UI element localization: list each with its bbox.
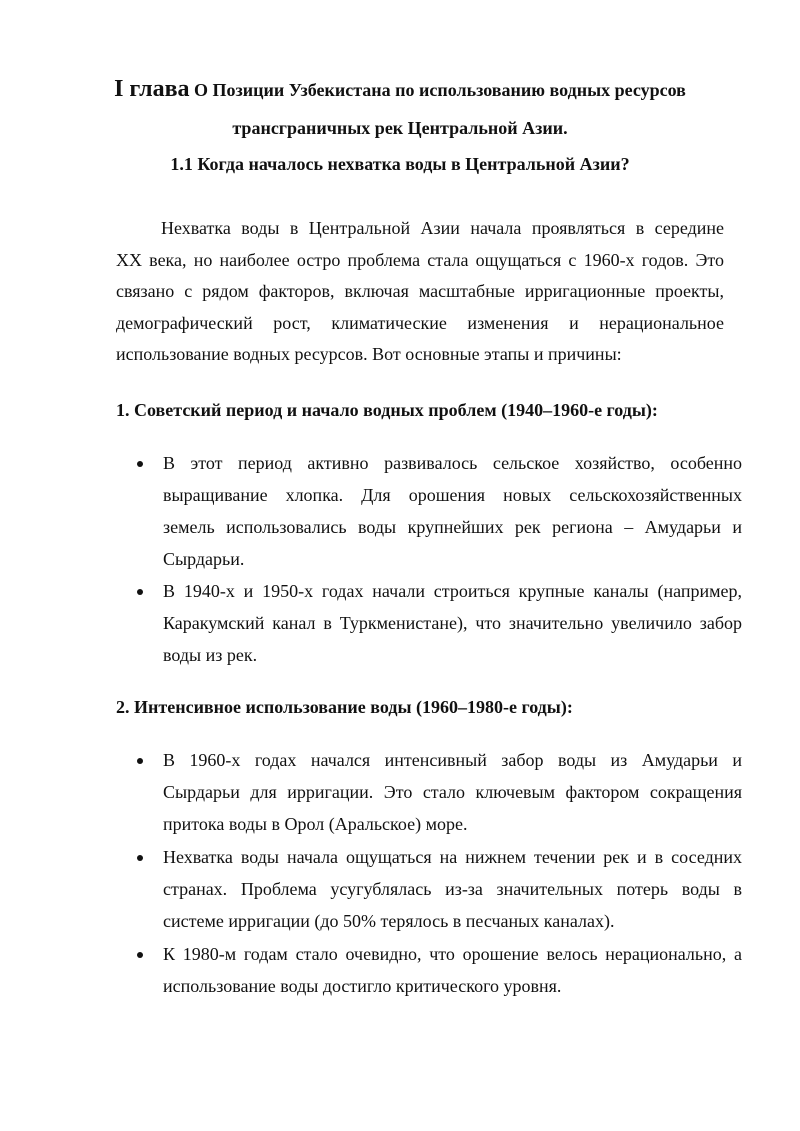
list-item-line: В 1940-х и 1950-х годах начали строиться крупные каналы (например, [163, 581, 742, 601]
list-item-line: Нехватка воды начала ощущаться на нижнем течении рек и в соседних [163, 847, 742, 867]
intro-line: XX века, но наиболее остро проблема стала ощущаться с 1960-х годов. Это [116, 249, 724, 270]
list-item-line: Сырдарьи для ирригации. Это стало ключевым фактором сокращения [163, 782, 742, 802]
list-item-line: воды из рек. [163, 645, 258, 665]
chapter-title-line2: трансграничных рек Центральной Азии. [232, 118, 568, 138]
list-item-line: В этот период активно развивалось сельское хозяйство, особенно [163, 453, 742, 473]
list-item [163, 744, 742, 840]
list-item-line: выращивание хлопка. Для орошения новых сельскохозяйственных [163, 485, 742, 505]
list-item [163, 447, 742, 575]
bullet-dot-icon [137, 589, 143, 595]
intro-paragraph [116, 213, 724, 371]
section-subtitle: 1.1 Когда началось нехватка воды в Центральной Азии? [170, 154, 630, 174]
list-item-line: странах. Проблема усугублялась из-за значительных потерь воды в [163, 879, 742, 899]
chapter-title-line1: О Позиции Узбекистана по использованию водных ресурсов [194, 80, 686, 100]
list-item-line: использование воды достигло критического уровня. [163, 976, 562, 996]
list-item-line: Сырдарьи. [163, 549, 245, 569]
list-item-line: Каракумский канал в Туркменистане), что значительно увеличило забор [163, 613, 742, 633]
list-item [163, 575, 742, 671]
bullet-dot-icon [137, 758, 143, 764]
list-item-line: притока воды в Орол (Аральское) море. [163, 814, 468, 834]
list-item-line: системе ирригации (до 50% терялось в песчаных каналах). [163, 911, 615, 931]
bullet-dot-icon [137, 855, 143, 861]
intro-line: связано с рядом факторов, включая масштабные ирригационные проекты, [116, 281, 724, 302]
intro-line: демографический рост, климатические изменения и нерациональное [116, 312, 724, 333]
bullet-dot-icon [137, 952, 143, 958]
section2-heading: 2. Интенсивное использование воды (1960–1980-е годы): [116, 697, 573, 717]
intro-line: Нехватка воды в Центральной Азии начала проявляться в середине [161, 218, 724, 238]
section1-heading: 1. Советский период и начало водных проблем (1940–1960-е годы): [116, 400, 658, 420]
list-item-line: земель использовались воды крупнейших рек региона – Амударьи и [163, 517, 742, 537]
chapter-title [0, 76, 800, 103]
intro-line: использование водных ресурсов. Вот основные этапы и причины: [116, 344, 622, 365]
chapter-label: I глава [114, 76, 190, 102]
list-item [163, 938, 742, 1002]
bullet-dot-icon [137, 461, 143, 467]
list-item [163, 841, 742, 937]
list-item-line: В 1960-х годах начался интенсивный забор воды из Амударьи и [163, 750, 742, 770]
list-item-line: К 1980-м годам стало очевидно, что орошение велось нерационально, а [163, 944, 742, 964]
